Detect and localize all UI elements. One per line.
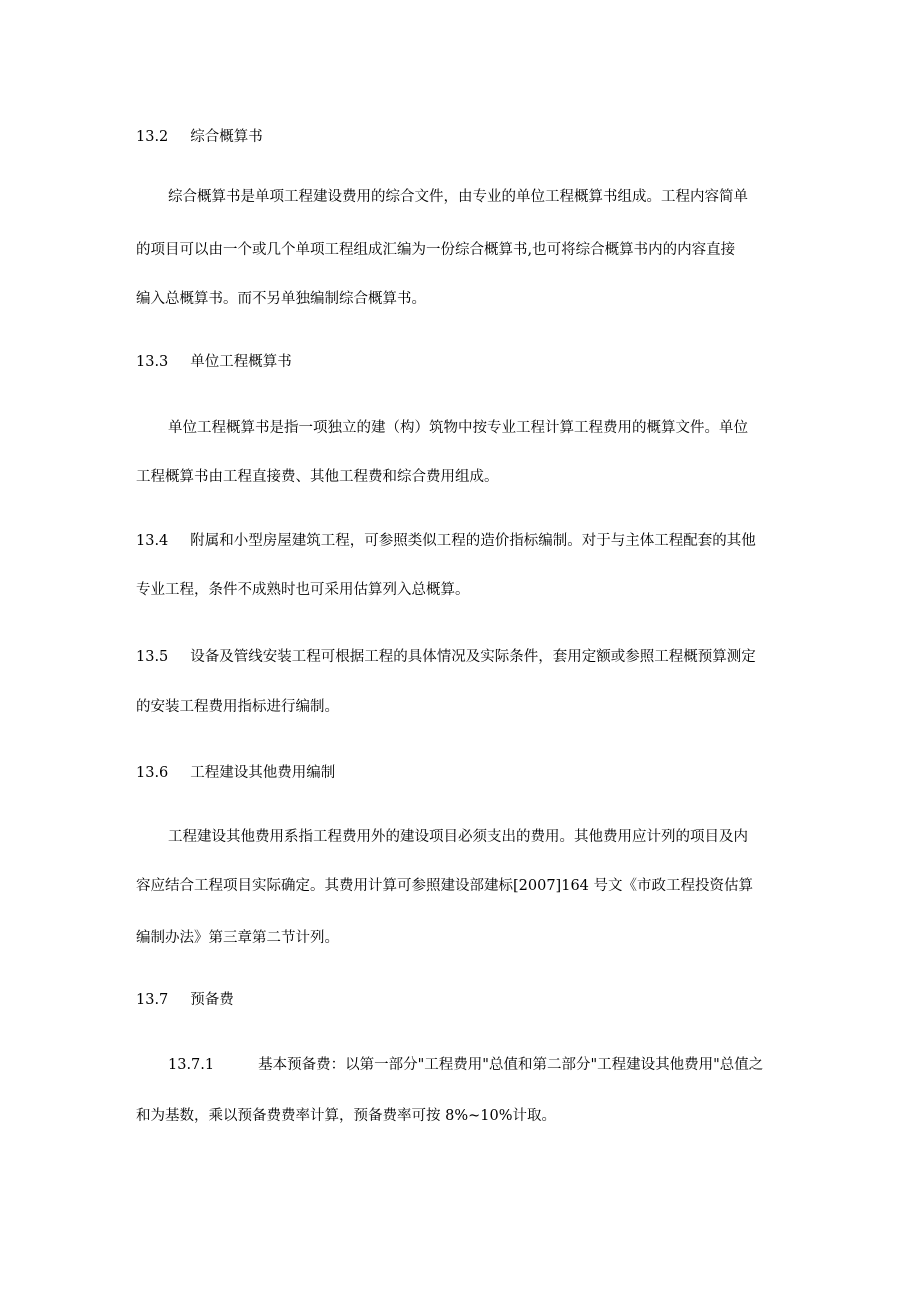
section-heading-13-5 [136, 647, 756, 667]
paragraph-line: 工程概算书由工程直接费、其他工程费和综合费用组成。 [136, 469, 499, 485]
section-number: 13.5 [136, 649, 169, 665]
section-heading-13-7 [136, 990, 234, 1010]
section-heading-13-6 [136, 763, 335, 783]
paragraph-line: 容应结合工程项目实际确定。其费用计算可参照建设部建标[2007]164 号文《市政工程投资估算 [136, 878, 753, 894]
section-number: 13.2 [136, 129, 169, 145]
section-heading-13-3 [136, 352, 292, 372]
section-number: 13.7 [136, 992, 169, 1008]
section-title: 综合概算书 [190, 129, 263, 145]
section-title: 单位工程概算书 [190, 354, 292, 370]
paragraph-line: 的安装工程费用指标进行编制。 [136, 699, 339, 715]
section-heading-13-4 [136, 531, 756, 551]
section-first-line: 设备及管线安装工程可根据工程的具体情况及实际条件，套用定额或参照工程概预算测定 [190, 649, 756, 665]
section-number: 13.6 [136, 765, 169, 781]
section-number: 13.4 [136, 533, 169, 549]
paragraph-line: 专业工程，条件不成熟时也可采用估算列入总概算。 [136, 582, 470, 598]
section-number: 13.7.1 [168, 1057, 215, 1073]
paragraph-line: 工程建设其他费用系指工程费用外的建设项目必须支出的费用。其他费用应计列的项目及内 [168, 829, 748, 845]
paragraph-line: 和为基数，乘以预备费费率计算，预备费率可按 8%~10%计取。 [136, 1108, 556, 1124]
section-heading-13-2 [136, 127, 263, 147]
section-title: 工程建设其他费用编制 [190, 765, 336, 781]
section-title: 预备费 [190, 992, 234, 1008]
paragraph-line: 单位工程概算书是指一项独立的建（构）筑物中按专业工程计算工程费用的概算文件。单位 [168, 420, 748, 436]
section-first-line: 附属和小型房屋建筑工程，可参照类似工程的造价指标编制。对于与主体工程配套的其他 [190, 533, 756, 549]
paragraph-line: 编制办法》第三章第二节计列。 [136, 930, 339, 946]
paragraph-line: 综合概算书是单项工程建设费用的综合文件，由专业的单位工程概算书组成。工程内容简单 [168, 189, 748, 205]
paragraph-line: 编入总概算书。而不另单独编制综合概算书。 [136, 291, 426, 307]
paragraph-line: 的项目可以由一个或几个单项工程组成汇编为一份综合概算书,也可将综合概算书内的内容直接 [136, 242, 736, 258]
section-number: 13.3 [136, 354, 169, 370]
section-first-line: 基本预备费：以第一部分"工程费用"总值和第二部分"工程建设其他费用"总值之 [258, 1057, 764, 1073]
section-heading-13-7-1 [168, 1055, 763, 1075]
